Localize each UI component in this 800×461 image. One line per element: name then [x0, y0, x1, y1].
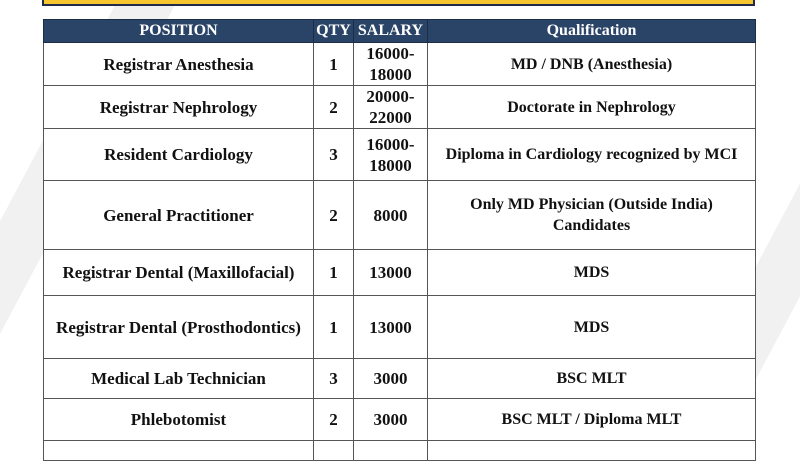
position-cell: Registrar Dental (Prosthodontics): [44, 296, 314, 359]
qualification-cell: MD / DNB (Anesthesia): [428, 43, 756, 86]
header-salary: SALARY: [354, 20, 428, 43]
qty-cell: 2: [314, 181, 354, 250]
table-row: [44, 129, 756, 181]
qty-cell: 1: [314, 250, 354, 296]
position-cell: Medical Lab Technician: [44, 359, 314, 399]
top-banner: [42, 0, 755, 6]
table-row-partial: [44, 441, 756, 461]
qty-cell: 1: [314, 296, 354, 359]
qualification-cell: Doctorate in Nephrology: [428, 86, 756, 129]
salary-cell: 3000: [354, 399, 428, 441]
salary-cell: 13000: [354, 296, 428, 359]
salary-cell: 13000: [354, 250, 428, 296]
qty-cell: 3: [314, 129, 354, 181]
qty-cell: 1: [314, 43, 354, 86]
qualification-cell: MDS: [428, 250, 756, 296]
qty-cell: 2: [314, 399, 354, 441]
empty-cell: [44, 441, 314, 461]
empty-cell: [428, 441, 756, 461]
qualification-cell: Only MD Physician (Outside India) Candidates: [428, 181, 756, 250]
position-cell: Registrar Anesthesia: [44, 43, 314, 86]
salary-cell: 3000: [354, 359, 428, 399]
salary-cell: 16000- 18000: [354, 129, 428, 181]
position-cell: General Practitioner: [44, 181, 314, 250]
jobs-table: [43, 19, 756, 461]
qualification-cell: BSC MLT / Diploma MLT: [428, 399, 756, 441]
qty-cell: 3: [314, 359, 354, 399]
empty-cell: [354, 441, 428, 461]
position-cell: Registrar Nephrology: [44, 86, 314, 129]
position-cell: Registrar Dental (Maxillofacial): [44, 250, 314, 296]
salary-cell: 20000- 22000: [354, 86, 428, 129]
empty-cell: [314, 441, 354, 461]
header-qty: QTY: [314, 20, 354, 43]
position-cell: Resident Cardiology: [44, 129, 314, 181]
table-row: [44, 359, 756, 399]
table-row: [44, 399, 756, 441]
header-position: POSITION: [44, 20, 314, 43]
table-row: [44, 86, 756, 129]
header-qualification: Qualification: [428, 20, 756, 43]
header-row: [44, 20, 756, 43]
table-row: [44, 296, 756, 359]
table-row: [44, 250, 756, 296]
qty-cell: 2: [314, 86, 354, 129]
qualification-cell: BSC MLT: [428, 359, 756, 399]
position-cell: Phlebotomist: [44, 399, 314, 441]
salary-cell: 16000- 18000: [354, 43, 428, 86]
table-row: [44, 181, 756, 250]
qualification-cell: Diploma in Cardiology recognized by MCI: [428, 129, 756, 181]
qualification-cell: MDS: [428, 296, 756, 359]
table-row: [44, 43, 756, 86]
salary-cell: 8000: [354, 181, 428, 250]
